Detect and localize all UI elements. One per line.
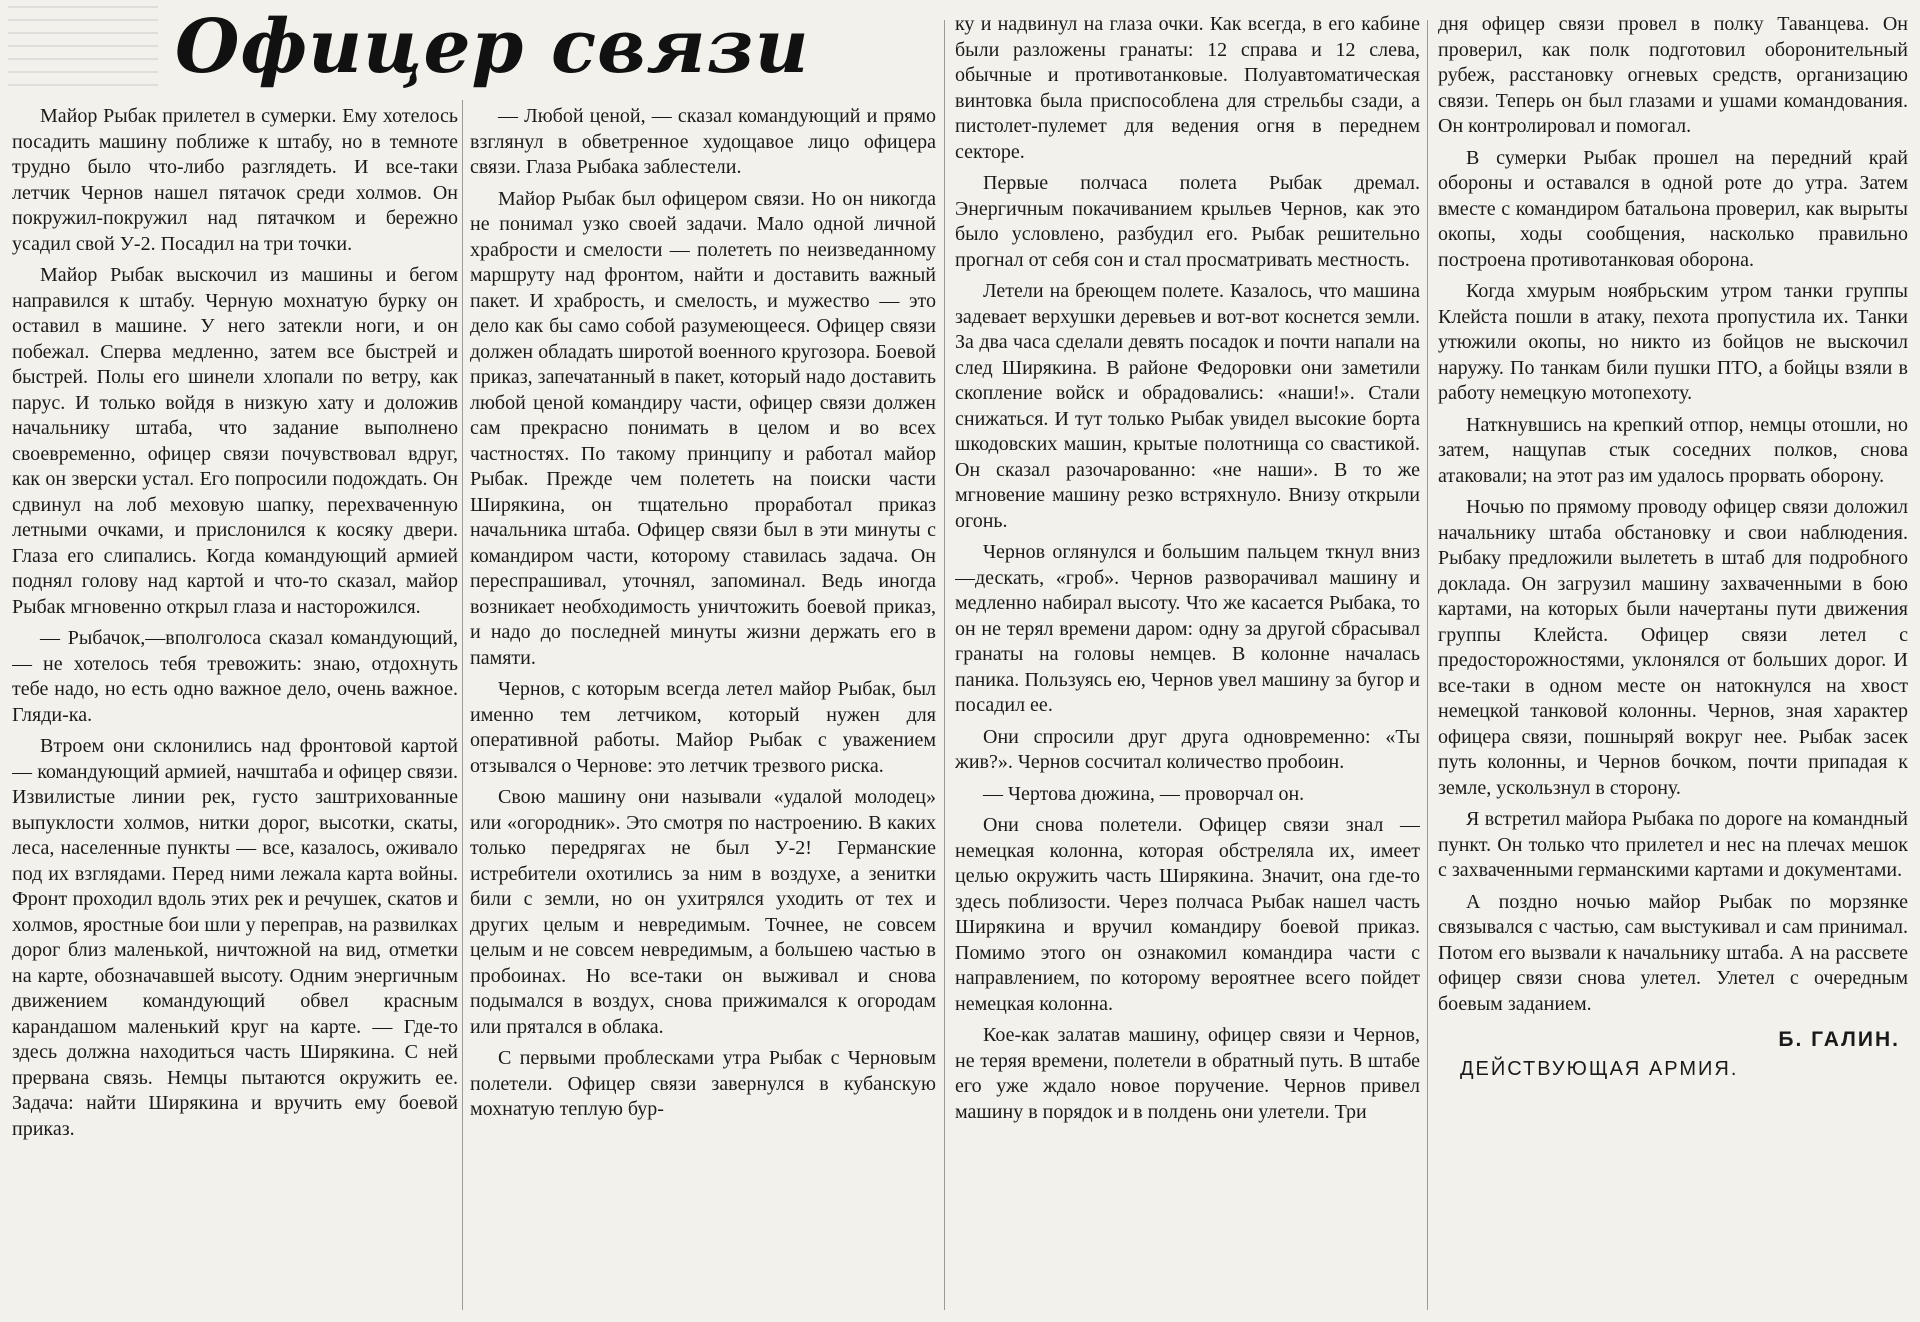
article-paragraph: Наткнувшись на крепкий отпор, немцы отошли, но затем, нащупав стык соседних полков, снова атаковали; на этот раз им удалось прорвать оборону. <box>1438 413 1908 487</box>
article-paragraph: Свою машину они называли «удалой молодец» или «огородник». Это смотря по настроению. В каких только передрягах не был У-2! Германские истребители охотились за ним в воздухе, а зенитки били с земли, но он ухитрялся уходить от тех и других целым и невредимым. Точнее, не совсем целым и не совсем невредимым, а большею частью в пробоинах. Но все-таки он выживал и снова подымался в воздух, снова прижимался к огородам или прятался в облака. <box>470 786 936 1038</box>
article-paragraph: дня офицер связи провел в полку Таванцева. Он проверил, как полк подготовил оборонительный рубеж, расстановку огневых средств, организацию связи. Теперь он был глазами и ушами командования. Он контролировал и помогал. <box>1438 13 1908 137</box>
column-rule <box>944 20 945 1310</box>
article-paragraph: Летели на бреющем полете. Казалось, что машина задевает верхушки деревьев и вот-вот коснется земли. За два часа сделали девять посадок и почти напали на след Ширякина. В районе Федоровки они заметили скопление войск и обрадовались: «наши!». Стали снижаться. И тут только Рыбак увидел высокие борта шкодовских машин, крытые полотнища со свастикой. Он сказал разочарованно: «не наши». В то же мгновение машину резко встряхнуло. Внизу открыли огонь. <box>955 280 1420 532</box>
article-paragraph: В сумерки Рыбак прошел на передний край обороны и оставался в одной роте до утра. Затем вместе с командиром батальона проверил, как вырыты окопы, ходы сообщения, насколько правильно построена противотанковая оборона. <box>1438 146 1908 271</box>
article-paragraph: Они спросили друг друга одновременно: «Ты жив?». Чернов сосчитал количество пробоин. <box>955 725 1420 773</box>
article-paragraph: — Чертова дюжина, — проворчал он. <box>983 782 1305 805</box>
article-paragraph: Они снова полетели. Офицер связи знал — немецкая колонна, которая обстреляла их, имеет целью окружить часть Ширякина. Значит, она где-то здесь поблизости. Через полчаса Рыбак нашел часть Ширякина и вручил командиру боевой приказ. Помимо этого он ознакомил командира части с направлением, по которому вероятнее всего пойдет немецкая колонна. <box>955 814 1420 1015</box>
article-paragraph: — Рыбачок,—вполголоса сказал командующий, — не хотелось тебя тревожить: знаю, отдохнуть тебе надо, но есть одно важное дело, очень важное. Гляди-ка. <box>12 627 458 726</box>
article-paragraph: А поздно ночью майор Рыбак по морзянке связывался с частью, сам выстукивал и сам принимал. Потом его вызвали к начальнику штаба. А на рассвете офицер связи снова улетел. Улетел с очередным боевым заданием. <box>1438 890 1908 1015</box>
article-paragraph: Ночью по прямому проводу офицер связи доложил начальнику штаба обстановку и свои наблюдения. Рыбаку предложили вылететь в штаб для подробного доклада. Он загрузил машину захваченными в бою картами, на которых были начертаны пути движения группы Клейста. Офицер связи летел с предосторожностями, уклонялся от больших дорог. И все-таки в одном месте он натокнулся на хвост немецкой танковой колонны. Чернов, зная характер офицера связи, пошныряй вокруг нее. Рыбак засек путь колонны, и Чернов бочком, почти припадая к земле, ускользнул в сторону. <box>1438 496 1908 799</box>
article-column-2 <box>470 104 936 1304</box>
article-paragraph: Втроем они склонились над фронтовой картой — командующий армией, начштаба и офицер связи. Извилистые линии рек, густо заштрихованные выпуклости холмов, нитки дорог, высотки, скаты, леса, населенные пункты — все, казалось, оживало под их взглядами. Перед ними лежала карта войны. Фронт проходил вдоль этих рек и речушек, скатов и холмов, яростные бои шли у переправ, на развилках дорог близ маленькой, ничтожной на вид, отметки на карте, обозначавшей высоту. Одним энергичным движением командующий обвел красным карандашом маленький круг на карте. — Где-то здесь должна находиться часть Ширякина. С ней прервана связь. Немцы пытаются окружить ее. Задача: найти Ширякина и вручить ему боевой приказ. <box>12 735 458 1140</box>
article-headline: Офицер связи <box>175 4 810 90</box>
dateline: ДЕЙСТВУЮЩАЯ АРМИЯ. <box>1460 1057 1739 1080</box>
article-paragraph: Чернов оглянулся и большим пальцем ткнул вниз—дескать, «гроб». Чернов разворачивал машину и медленно набирал высоту. Что же касается Рыбака, то он не терял времени даром: одну за другой сбрасывал гранаты на головы немцев. В колонне началась паника. Пользуясь ею, Чернов увел машину за бугор и посадил ее. <box>955 541 1420 716</box>
column-rule <box>1427 20 1428 1310</box>
article-column-1 <box>12 104 458 1294</box>
faded-masthead-fragment <box>8 6 158 86</box>
article-paragraph: Майор Рыбак прилетел в сумерки. Ему хотелось посадить машину поближе к штабу, но в темноте трудно было что-либо разглядеть. И все-таки летчик Чернов нашел пятачок среди холмов. Он покружил-покружил над пятачком и бережно усадил свой У-2. Посадил на три точки. <box>12 105 458 255</box>
article-paragraph: — Любой ценой, — сказал командующий и прямо взглянул в обветренное худощавое лицо офицера связи. Глаза Рыбака заблестели. <box>470 105 936 178</box>
article-column-4 <box>1438 12 1908 1312</box>
article-paragraph: Чернов, с которым всегда летел майор Рыбак, был именно тем летчиком, который нужен для оперативной работы. Майор Рыбак с уважением отзывался о Чернове: это летчик трезвого риска. <box>470 678 936 777</box>
column-rule <box>462 100 463 1310</box>
article-paragraph: С первыми проблесками утра Рыбак с Черновым полетели. Офицер связи завернулся в кубанскую мохнатую теплую бур- <box>470 1047 936 1120</box>
article-paragraph: Первые полчаса полета Рыбак дремал. Энергичным покачиванием крыльев Чернов, как это было условлено, разбудил его. Рыбак решительно прогнал от себя сон и стал просматривать местность. <box>955 172 1420 271</box>
article-paragraph: Кое-как залатав машину, офицер связи и Чернов, не теряя времени, полетели в обратный путь. В штабе его уже ждало новое поручение. Чернов привел машину в порядок и в полдень они улетели. Три <box>955 1024 1420 1123</box>
author-signature: Б. ГАЛИН. <box>1778 1028 1900 1051</box>
article-paragraph: Майор Рыбак выскочил из машины и бегом направился к штабу. Черную мохнатую бурку он оставил в машине. У него затекли ноги, и он побежал. Сперва медленно, затем все быстрей и быстрей. Полы его шинели хлопали по ветру, как парус. И только войдя в низкую хату и доложив начальнику штаба, что задание выполнено своевременно, офицер связи почувствовал вдруг, как он зверски устал. Его попросили подождать. Он сдвинул на лоб меховую шапку, перехваченную летными очками, и прислонился к косяку двери. Глаза его слипались. Когда командующий армией поднял голову над картой и что-то сказал, майор Рыбак мгновенно открыл глаза и насторожился. <box>12 264 458 618</box>
article-paragraph: Я встретил майора Рыбака по дороге на командный пункт. Он только что прилетел и нес на плечах мешок с захваченными германскими картами и документами. <box>1438 808 1908 881</box>
article-paragraph: ку и надвинул на глаза очки. Как всегда, в его кабине были разложены гранаты: 12 справа и 12 слева, обычные и противотанковые. Полуавтоматическая винтовка была приспособлена для стрельбы сзади, а пистолет-пулемет для ведения огня в переднем секторе. <box>955 13 1420 163</box>
article-paragraph: Когда хмурым ноябрьским утром танки группы Клейста пошли в атаку, пехота пропустила их. Танки утюжили окопы, но никто из бойцов не выскочил наружу. По танкам били пушки ПТО, а бойцы взяли в работу немецкую мотопехоту. <box>1438 280 1908 404</box>
article-paragraph: Майор Рыбак был офицером связи. Но он никогда не понимал узко своей задачи. Мало одной личной храбрости и смелости — полететь по неизведанному маршруту над фронтом, найти и доставить важный пакет. И храбрость, и смелость, и мужество — это дело как бы само собой разумеющееся. Офицер связи должен обладать широтой военного кругозора. Боевой приказ, запечатанный в пакет, который надо доставить любой ценой командиру части, офицер связи должен сам прекрасно понимать в целом и во всех частностях. По такому принципу и работал майор Рыбак. Прежде чем полететь на поиски части Ширякина, он тщательно проработал приказ начальника штаба. Офицер связи был в эти минуты с командиром части, которому ставилась задача. Он переспрашивал, уточнял, запоминал. Ведь иногда возникает необходимость уничтожить боевой приказ, и надо до последней минуты жизни держать его в памяти. <box>470 187 936 669</box>
article-column-3 <box>955 12 1420 1312</box>
